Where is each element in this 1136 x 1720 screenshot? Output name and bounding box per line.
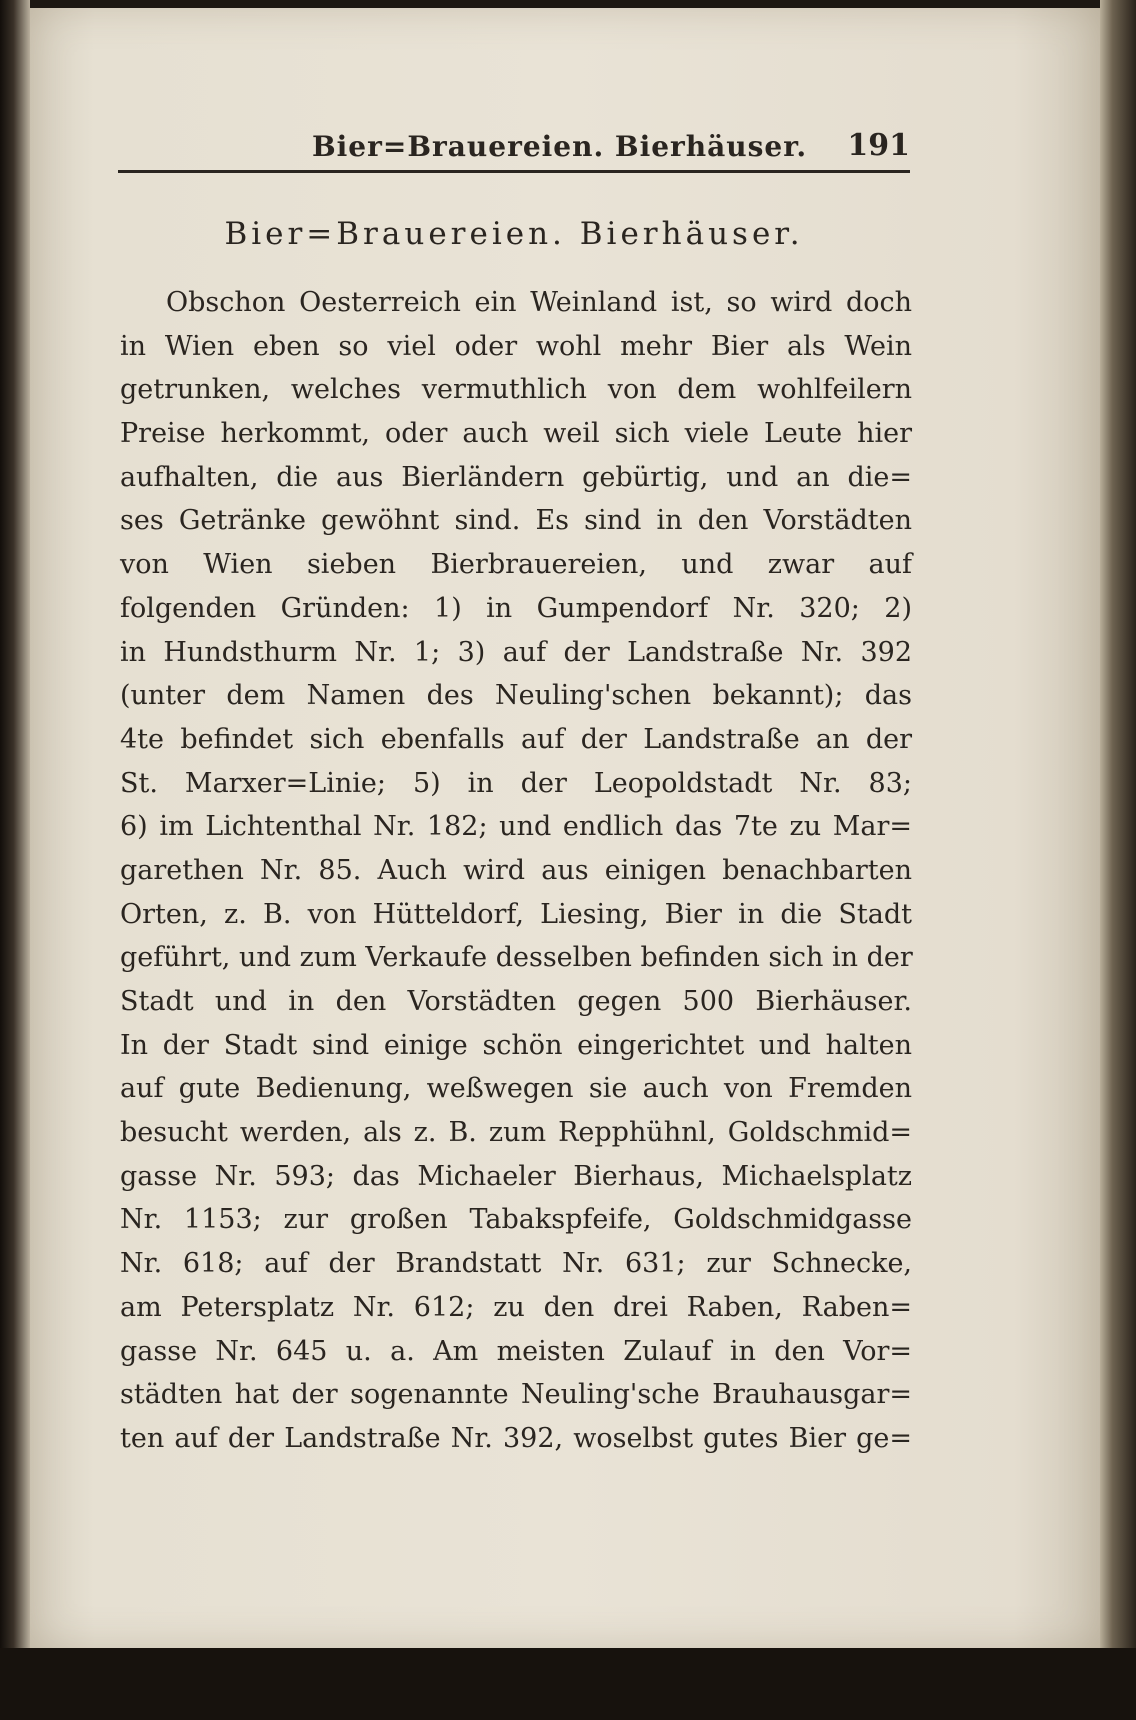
text-line: städten hat der sogenannte Neuling'sche Brauhausgar= (120, 1379, 912, 1411)
scan-background (0, 1648, 1136, 1720)
text-line: St. Marxer=Linie; 5) in der Leopoldstadt Nr. 83; (120, 767, 912, 799)
text-line: gasse Nr. 593; das Michaeler Bierhaus, Michaelsplatz (120, 1160, 912, 1192)
book-gutter (0, 0, 30, 1720)
text-line: 6) im Lichtenthal Nr. 182; und endlich das 7te zu Mar= (120, 811, 912, 843)
text-line: geführt, und zum Verkaufe desselben befinden sich in der (120, 942, 913, 974)
text-line: in Hundsthurm Nr. 1; 3) auf der Landstraße Nr. 392 (120, 636, 912, 668)
text-line: (unter dem Namen des Neuling'schen bekannt); das (120, 680, 912, 712)
text-line: Nr. 618; auf der Brandstatt Nr. 631; zur Schnecke, (120, 1248, 912, 1280)
page-header (118, 122, 910, 173)
text-line: Nr. 1153; zur großen Tabakspfeife, Goldschmidgasse (120, 1204, 912, 1236)
text-line: Obschon Oesterreich ein Weinland ist, so wird doch (166, 287, 912, 318)
body-paragraph (120, 281, 912, 1461)
section-title: Bier=Brauereien. Bierhäuser. (224, 216, 804, 252)
text-line: Preise herkommt, oder auch weil sich viele Leute hier (120, 418, 912, 450)
text-line: folgenden Gründen: 1) in Gumpendorf Nr. 320; 2) (120, 592, 912, 624)
text-line: Orten, z. B. von Hütteldorf, Liesing, Bier in die Stadt (120, 898, 912, 930)
text-line: Stadt und in den Vorstädten gegen 500 Bierhäuser. (120, 986, 912, 1017)
text-line: garethen Nr. 85. Auch wird aus einigen benachbarten (120, 854, 912, 886)
text-line: getrunken, welches vermuthlich von dem wohlfeilern (120, 374, 912, 406)
text-line: besucht werden, als z. B. zum Repphühnl, Goldschmid= (120, 1117, 912, 1149)
text-line: auf gute Bedienung, weßwegen sie auch von Fremden (120, 1073, 912, 1105)
text-line: In der Stadt sind einige schön eingerichtet und halten (120, 1029, 912, 1061)
running-head: Bier=Brauereien. Bierhäuser. (312, 130, 808, 163)
text-line: in Wien eben so viel oder wohl mehr Bier als Wein (120, 330, 912, 362)
text-line: 4te befindet sich ebenfalls auf der Landstraße an der (120, 723, 912, 755)
text-line: ten auf der Landstraße Nr. 392, woselbst gutes Bier ge= (120, 1422, 912, 1454)
text-line: am Petersplatz Nr. 612; zu den drei Raben, Raben= (120, 1291, 912, 1323)
text-line: aufhalten, die aus Bierländern gebürtig, und an die= (120, 461, 912, 493)
text-line: von Wien sieben Bierbrauereien, und zwar auf (120, 549, 912, 581)
book-edge (1100, 0, 1136, 1720)
text-line: gasse Nr. 645 u. a. Am meisten Zulauf in den Vor= (120, 1335, 912, 1367)
page-number: 191 (847, 128, 910, 163)
text-line: ses Getränke gewöhnt sind. Es sind in den Vorstädten (120, 505, 912, 537)
